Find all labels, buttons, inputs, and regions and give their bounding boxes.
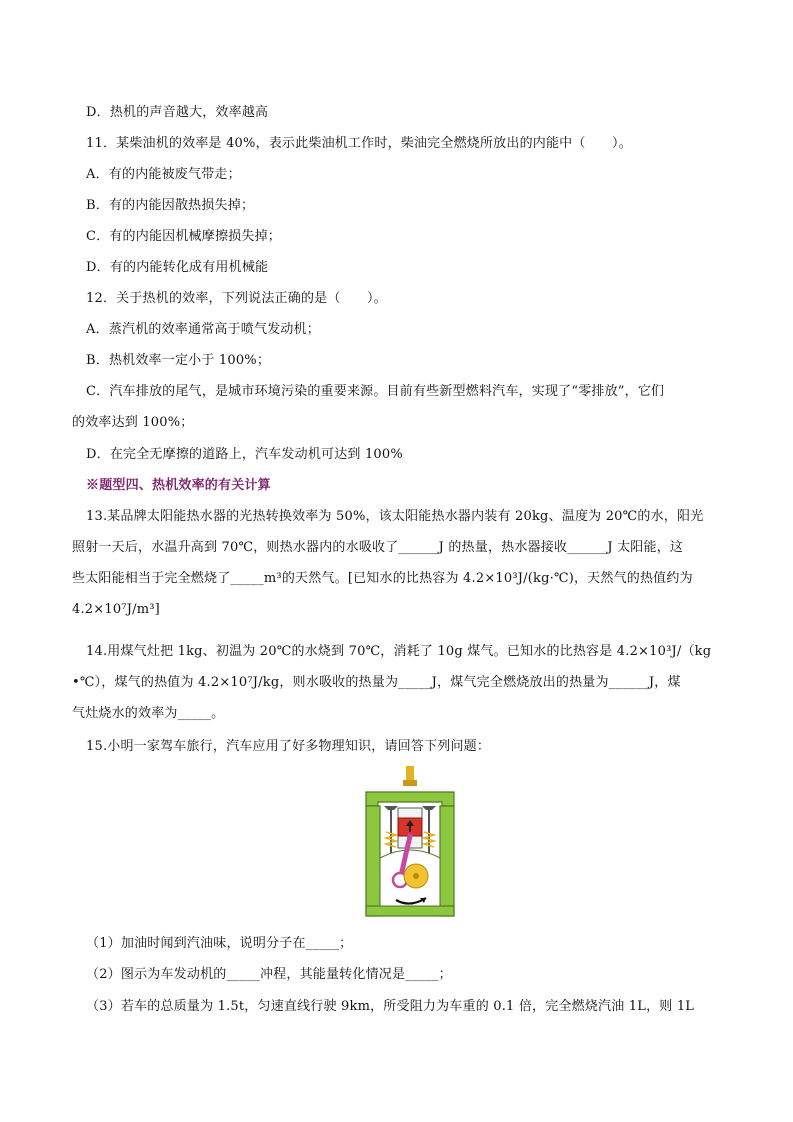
option-c-q12-cont: 的效率达到 100%； xyxy=(72,415,194,430)
option-a-q11: A．有的内能被废气带走； xyxy=(86,167,241,182)
question-14-line3: 气灶烧水的效率为_____。 xyxy=(72,706,225,721)
option-d-q10: D．热机的声音越大，效率越高 xyxy=(86,105,269,120)
question-15-part2: （2）图示为车发动机的_____冲程，其能量转化情况是_____； xyxy=(86,967,452,982)
question-13-line3: 些太阳能相当于完全燃烧了_____m³的天然气。[已知水的比热容为 4.2×10³J/(kg·℃)，天然气的热值约为 xyxy=(72,571,693,586)
crankcase xyxy=(366,906,454,916)
option-a-q12: A．蒸汽机的效率通常高于喷气发动机； xyxy=(86,322,320,337)
question-11: 11．某柴油机的效率是 40%，表示此柴油机工作时，柴油完全燃烧所放出的内能中（ ）。 xyxy=(86,136,632,151)
option-b-q12: B．热机效率一定小于 100%； xyxy=(86,353,271,368)
exhaust-valve xyxy=(422,806,436,810)
question-13-line2: 照射一天后，水温升高到 70℃，则热水器内的水吸收了______J 的热量，热水器接收______J 太阳能，这 xyxy=(72,540,684,555)
cylinder-head xyxy=(366,792,454,806)
question-14: 14.用煤气灶把 1kg、初温为 20℃的水烧到 70℃，消耗了 10g 煤气。已知水的比热容是 4.2×10³J/（kg xyxy=(86,644,712,659)
question-13-line4: 4.2×10⁷J/m³] xyxy=(72,602,160,617)
question-15-part3: （3）若车的总质量为 1.5t，匀速直线行驶 9km，所受阻力为车重的 0.1 倍，完全燃烧汽油 1L，则 1L xyxy=(86,999,695,1014)
question-14-line2: •℃），煤气的热值为 4.2×10⁷J/kg，则水吸收的热量为_____J，煤气完全燃烧放出的热量为______J，煤 xyxy=(72,675,681,690)
option-c-q11: C．有的内能因机械摩擦损失掉； xyxy=(86,229,281,244)
question-15: 15.小明一家驾车旅行，汽车应用了好多物理知识，请回答下列问题： xyxy=(86,739,491,754)
option-d-q11: D．有的内能转化成有用机械能 xyxy=(86,260,269,275)
question-12: 12．关于热机的效率，下列说法正确的是（ ）。 xyxy=(86,291,387,306)
section-heading: ※题型四、热机效率的有关计算 xyxy=(86,478,271,493)
option-b-q11: B．有的内能因散热损失掉； xyxy=(86,198,255,213)
engine-diagram xyxy=(360,762,460,920)
question-13: 13.某品牌太阳能热水器的光热转换效率为 50%，该太阳能热水器内装有 20kg、温度为 20℃的水，阳光 xyxy=(86,509,704,524)
question-15-part1: （1）加油时闻到汽油味，说明分子在_____； xyxy=(86,936,353,951)
option-d-q12: D．在完全无摩擦的道路上，汽车发动机可达到 100% xyxy=(86,447,403,462)
intake-valve xyxy=(384,806,398,810)
option-c-q12: C．汽车排放的尾气，是城市环境污染的重要来源。目前有些新型燃料汽车，实现了“零排放”，它们 xyxy=(86,384,665,399)
